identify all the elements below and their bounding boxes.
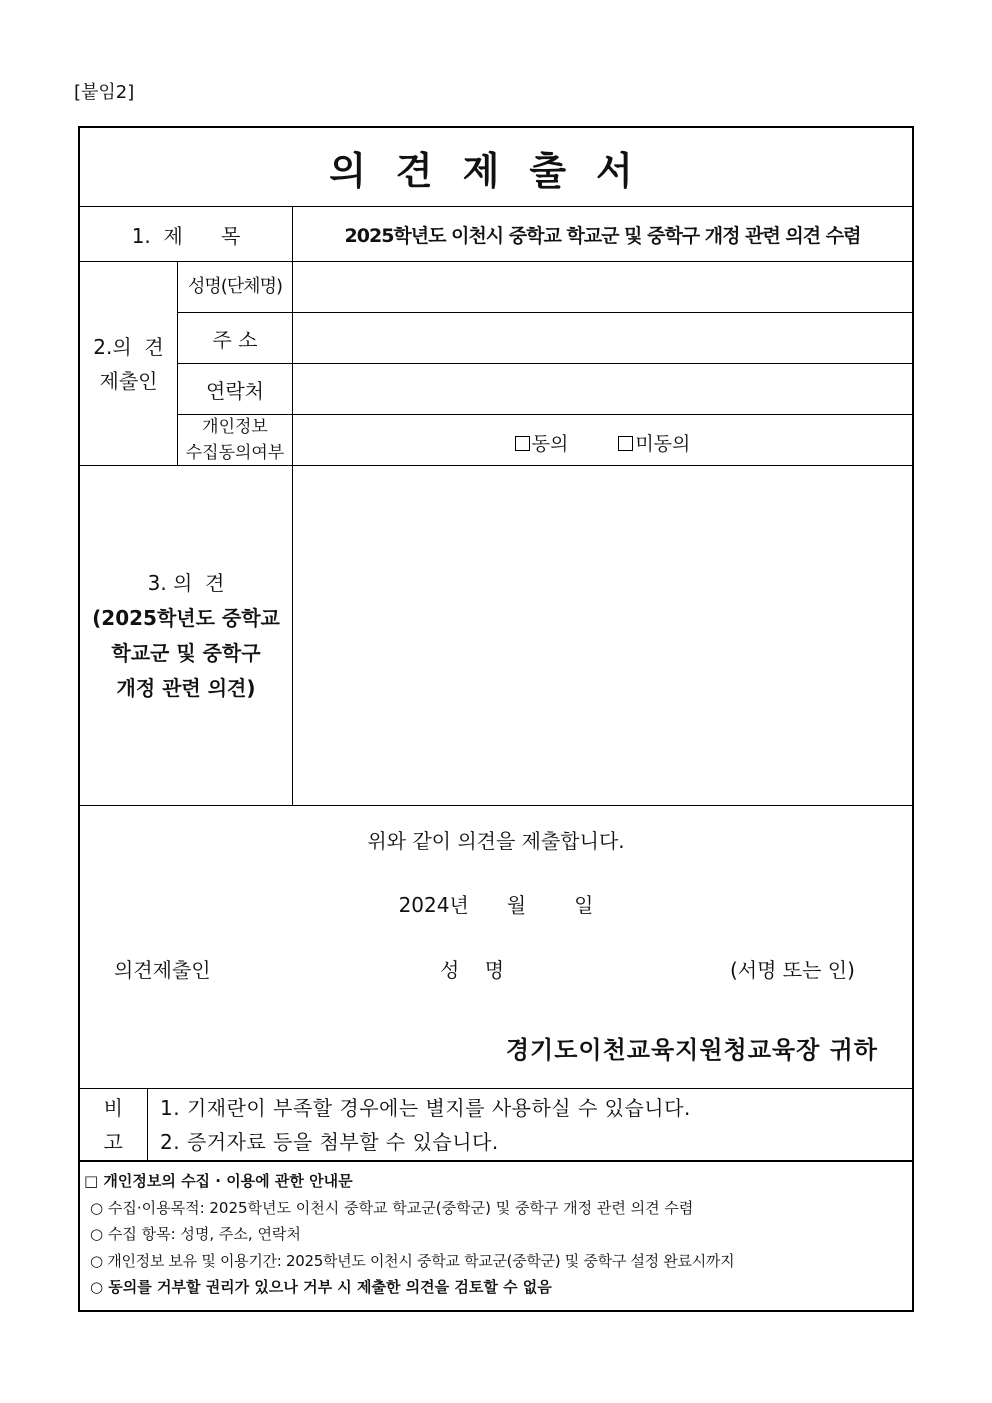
declaration-statement: 위와 같이 의견을 제출합니다. (367, 828, 625, 853)
submitter-label-line1: 2.의 견 (93, 334, 164, 359)
disagree-checkbox[interactable] (618, 436, 633, 451)
opinion-label-line4: 개정 관련 의견) (116, 675, 256, 700)
subject-label: 1. 제 목 (131, 223, 241, 248)
opinion-label (80, 466, 292, 805)
form-title: 의견제출서 (329, 147, 663, 193)
divider (80, 1088, 912, 1089)
opinion-label-line3: 학교군 및 중학구 (111, 640, 261, 665)
opinion-field[interactable] (293, 466, 912, 805)
privacy-notice (84, 1168, 734, 1301)
consent-label-line1: 개인정보 (202, 417, 268, 437)
remarks-label (80, 1089, 147, 1161)
agree-option[interactable] (515, 429, 569, 456)
consent-label (178, 415, 292, 465)
privacy-item: ○ 개인정보 보유 및 이용기간: 2025학년도 이천시 중학교 학교군(중학군) 및 중학구 설정 완료시까지 (90, 1251, 735, 1270)
contact-field[interactable] (293, 364, 912, 414)
date-year: 2024년 (398, 892, 469, 917)
attachment-label: [붙임2] (74, 82, 135, 103)
disagree-option[interactable] (618, 429, 690, 456)
remarks-label-line1: 비 (103, 1096, 124, 1120)
address-label: 주 소 (212, 327, 258, 352)
privacy-item: ○ 수집 항목: 성명, 주소, 연락처 (90, 1225, 301, 1243)
subject-value: 2025학년도 이천시 중학교 학교군 및 중학구 개정 관련 의견 수렴 (344, 224, 861, 247)
declaration-name-label: 성 명 (440, 958, 505, 982)
divider (147, 1089, 148, 1161)
date-month: 월 (506, 892, 527, 917)
sign-label: (서명 또는 인) (730, 958, 855, 982)
opinion-label-line1: 3. 의 견 (147, 570, 225, 595)
opinion-label-line2: (2025학년도 중학교 (92, 605, 280, 630)
agree-label: 동의 (531, 432, 569, 455)
address-field[interactable] (293, 313, 912, 363)
disagree-label: 미동의 (635, 432, 691, 455)
remarks-item: 1. 기재란이 부족할 경우에는 별지를 사용하실 수 있습니다. (160, 1096, 691, 1120)
agree-checkbox[interactable] (515, 436, 530, 451)
consent-options (293, 415, 912, 465)
name-field[interactable] (293, 262, 912, 312)
remarks-label-line2: 고 (103, 1130, 124, 1154)
privacy-item: ○ 동의를 거부할 권리가 있으나 거부 시 제출한 의견을 검토할 수 없음 (90, 1278, 552, 1296)
divider (80, 805, 912, 806)
declaration-submitter-label: 의견제출인 (114, 958, 211, 982)
date-line (80, 888, 912, 918)
privacy-heading: □ 개인정보의 수집 · 이용에 관한 안내문 (84, 1172, 353, 1190)
consent-label-line2: 수집동의여부 (185, 443, 285, 463)
submitter-label (80, 262, 177, 465)
submitter-label-line2: 제출인 (99, 368, 158, 393)
divider (80, 1160, 912, 1162)
privacy-item: ○ 수집·이용목적: 2025학년도 이천시 중학교 학교군(중학군) 및 중학구 개정 관련 의견 수렴 (90, 1198, 694, 1217)
remarks-item: 2. 증거자료 등을 첨부할 수 있습니다. (160, 1130, 499, 1154)
addressee: 경기도이천교육지원청교육장 귀하 (505, 1036, 878, 1064)
opinion-submission-form (78, 126, 914, 1312)
remarks-list (160, 1091, 691, 1159)
date-day: 일 (574, 892, 594, 917)
name-label: 성명(단체명) (188, 276, 282, 297)
contact-label: 연락처 (206, 378, 264, 403)
